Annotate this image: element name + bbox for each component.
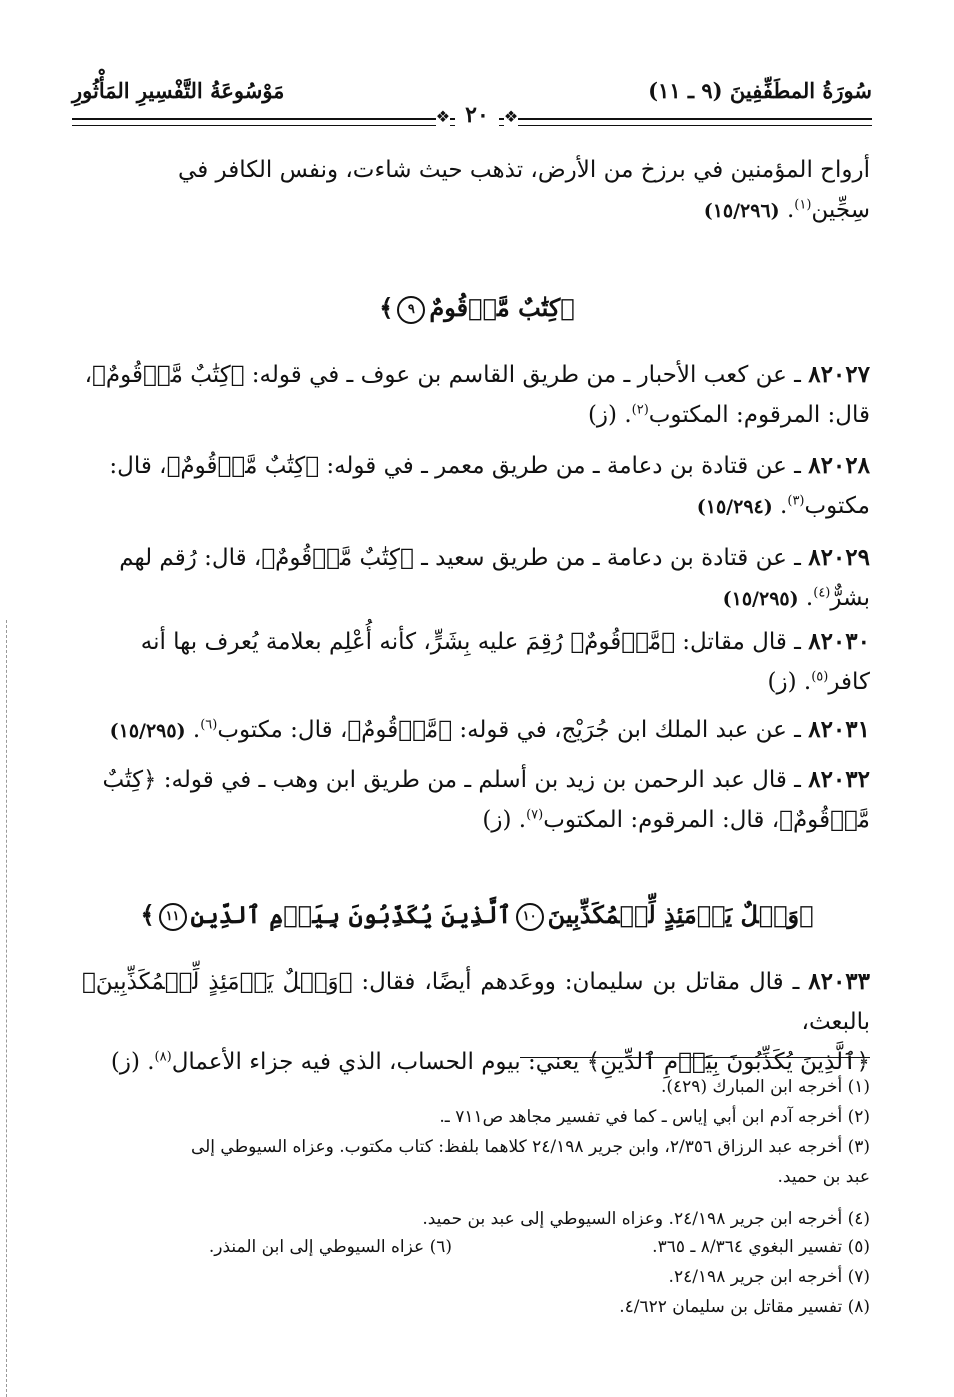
narration-entry: ٨٢٠٢٧ ـ عن كعب الأحبار ـ من طريق القاسم بن عوف ـ في قوله: ﴿كِتَٰبٌ مَّرۡقُومٌ﴾، قال: المرقوم: المكتوب$^{(٢)}$. (ز) (84, 361, 870, 428)
intro-line: سِجِّين$^{(١)}$. (١٥/٢٩٦) (703, 197, 870, 223)
narration-entry: ٨٢٠٣١ ـ عن عبد الملك ابن جُرَيْج، في قوله: ﴿مَّرۡقُومٌ﴾، قال: مكتوب$^{(٦)}$. (١٥/٢٩٥) (109, 716, 870, 743)
volume-reference: (١٥/٢٩٥) (109, 720, 186, 742)
footnote-separator (520, 1057, 870, 1058)
volume-reference: (١٥/٢٩٦) (703, 200, 780, 222)
scan-edge-line (6, 620, 7, 1397)
footnote-marker: (٢) (631, 402, 649, 418)
ayah-number-icon: ٩ (397, 296, 425, 324)
footnote: (١) أخرجه ابن المبارك (٤٢٩). (660, 1077, 870, 1097)
footnote-marker: (٨) (154, 1049, 172, 1065)
ornament-icon: ❖ (435, 107, 451, 126)
narration-entry: ٨٢٠٢٩ ـ عن قتادة بن دعامة ـ من طريق سعيد ـ ﴿كِتَٰبٌ مَّرۡقُومٌ﴾، قال: رُقم لهم بشرٌّ$^{(٤)}$. (١٥/٢٩٥) (119, 544, 870, 611)
narration-entry: ٨٢٠٢٨ ـ عن قتادة بن دعامة ـ من طريق معمر ـ في قوله: ﴿كِتَٰبٌ مَّرۡقُومٌ﴾، قال: مكتوب$^{(٣)}$. (١٥/٢٩٤) (109, 452, 870, 519)
narration-entry: ٨٢٠٣٣ ـ قال مقاتل بن سليمان: ووعَدهم أيضًا، فقال: ﴿وَيۡلٌ يَوۡمَئِذٍ لِّلۡمُكَذِّبِينَ﴾ بالبعث، ﴿ٱلَّذِينَ يُكَذِّبُونَ بِيَوۡمِ ٱلدِّينِ﴾ يعني: بيوم الحساب، الذي فيه جزاء الأعمال$^{(٨)}$. (ز) (82, 968, 871, 1075)
verse-heading: ﴿وَيۡلٌ يَوۡمَئِذٍ لِّلۡمُكَذِّبِينَ١٠ٱلَّذِينَ يُكَذِّبُونَ بِيَوۡمِ ٱلدِّينِ١١﴾ (140, 900, 814, 929)
footnote-marker: (٤) (813, 585, 831, 601)
verse-heading: ﴿كِتَٰبٌ مَّرۡقُومٌ٩﴾ (379, 293, 575, 322)
book-title: مَوْسُوعَةُ التَّفْسِيرِ المَأْثُورِ (72, 78, 285, 103)
ayah-number-icon: ١٠ (516, 903, 544, 931)
footnote-marker: (٦) (200, 717, 218, 733)
entry-number: ٨٢٠٢٨ (808, 452, 870, 479)
footnote: (٥) تفسير البغوي ٨/٣٦٤ ـ ٣٦٥. (652, 1237, 870, 1257)
footnote-marker: (٧) (526, 807, 544, 823)
surah-title: سُورَةُ المطَفِّفِينَ (٩ ـ ١١) (648, 78, 872, 103)
entry-number: ٨٢٠٣٠ (808, 628, 870, 655)
footnote: (٨) تفسير مقاتل بن سليمان ٤/٦٢٢. (619, 1297, 870, 1317)
page-number: ٢٠ (455, 102, 499, 128)
entry-number: ٨٢٠٣٣ (808, 968, 871, 995)
narration-entry: ٨٢٠٣٠ ـ قال مقاتل: ﴿مَّرۡقُومٌ﴾ رُقِمَ عليه بِشَرٍّ، كأنه أُعْلِم بعلامة يُعرف بها أنه كافر$^{(٥)}$. (ز) (140, 628, 870, 695)
entry-number: ٨٢٠٣١ (808, 716, 870, 743)
volume-reference: (١٥/٢٩٤) (696, 496, 773, 518)
footnote-marker: (٥) (811, 669, 829, 685)
volume-reference: (١٥/٢٩٥) (722, 588, 799, 610)
footnote: (٢) أخرجه آدم ابن أبي إياس ـ كما في تفسير مجاهد ص٧١١ ـ. (439, 1107, 870, 1127)
entry-number: ٨٢٠٣٢ (808, 766, 870, 793)
entry-number: ٨٢٠٢٩ (808, 544, 870, 571)
ornament-icon: ❖ (503, 107, 519, 126)
footnote: عبد بن حميد. (777, 1167, 870, 1187)
footnote: (٣) أخرجه عبد الرزاق ٢/٣٥٦، وابن جرير ٢٤/١٩٨ كلاهما بلفظ: كتاب مكتوب. وعزاه السيوطي إلى (190, 1137, 870, 1157)
footnote-marker: (١) (794, 197, 812, 213)
narration-entry: ٨٢٠٣٢ ـ قال عبد الرحمن بن زيد بن أسلم ـ من طريق ابن وهب ـ في قوله: ﴿كِتَٰبٌ مَّرۡقُومٌ﴾، قال: المرقوم: المكتوب$^{(٧)}$. (ز) (102, 766, 870, 833)
intro-paragraph (82, 150, 870, 231)
intro-line: أرواح المؤمنين في برزخ من الأرض، تذهب حيث شاءت، ونفس الكافر في (178, 157, 870, 183)
footnote: (٤) أخرجه ابن جرير ٢٤/١٩٨. وعزاه السيوطي إلى عبد بن حميد. (422, 1209, 870, 1229)
ayah-number-icon: ١١ (159, 903, 187, 931)
page-number-row (0, 102, 954, 128)
footnote-marker: (٣) (787, 493, 805, 509)
footnote: (٦) عزاه السيوطي إلى ابن المنذر. (208, 1237, 452, 1257)
entry-number: ٨٢٠٢٧ (808, 361, 870, 388)
footnote: (٧) أخرجه ابن جرير ٢٤/١٩٨. (668, 1267, 870, 1287)
